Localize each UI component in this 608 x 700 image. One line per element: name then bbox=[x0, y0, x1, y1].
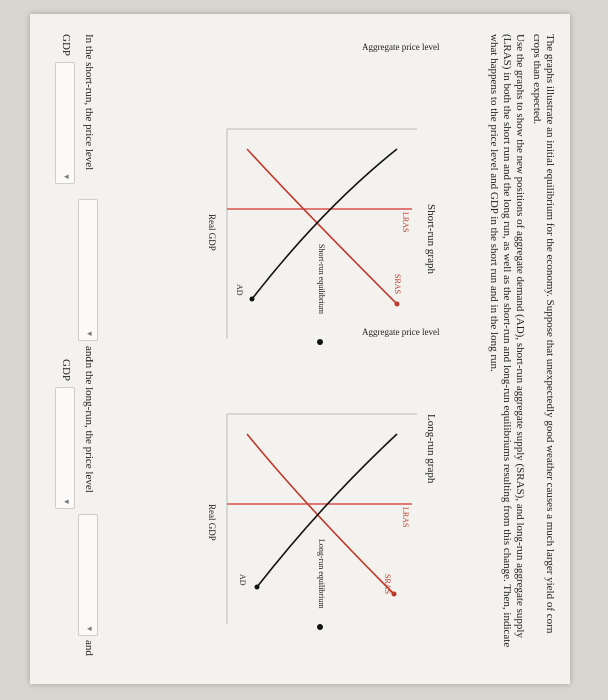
long-run-equilibrium-label: Long-run equilibrium bbox=[317, 539, 326, 609]
long-run-sras-label: SRAS bbox=[383, 574, 392, 595]
long-run-y-axis-label: Aggregate price level bbox=[362, 327, 440, 337]
short-run-gdp-select[interactable] bbox=[55, 62, 75, 184]
short-run-sras-label: SRAS bbox=[393, 274, 402, 295]
worksheet-page bbox=[30, 14, 570, 684]
long-run-gdp-text: GDP bbox=[60, 359, 72, 382]
long-run-question: In the long-run, the price level bbox=[83, 359, 95, 493]
short-run-equilibrium-point[interactable] bbox=[317, 339, 323, 345]
long-run-gdp-select[interactable] bbox=[55, 387, 75, 509]
long-run-graph-title: Long-run graph bbox=[425, 414, 437, 484]
chevron-down-icon: ▾ bbox=[62, 499, 72, 504]
long-run-equilibrium-point[interactable] bbox=[317, 624, 323, 630]
intro-paragraph-2: Use the graphs to show the new positions of aggregate demand (AD), short-run aggregate supply (SRAS), and long-run aggregate supply (LRAS) in both the short run and the long run, as well as the short-run and long-run equilibriums resulting from this change. Then, indicate what happens to the price level and GDP in the short run and in the long run. bbox=[488, 34, 526, 648]
long-run-ad-curve[interactable] bbox=[257, 434, 397, 587]
short-run-lras-label: LRAS bbox=[401, 212, 410, 233]
long-run-sras-handle[interactable] bbox=[392, 592, 397, 597]
short-run-and-text: and bbox=[83, 346, 95, 362]
short-run-ad-label: AD bbox=[235, 284, 244, 296]
long-run-price-level-select[interactable] bbox=[78, 514, 98, 636]
short-run-y-axis-label: Aggregate price level bbox=[362, 42, 440, 52]
short-run-price-level-select[interactable] bbox=[78, 199, 98, 341]
long-run-lras-label: LRAS bbox=[401, 507, 410, 528]
long-run-ad-handle[interactable] bbox=[255, 585, 260, 590]
long-run-and-text: and bbox=[83, 640, 95, 656]
short-run-question: In the short-run, the price level bbox=[83, 34, 95, 171]
short-run-ad-handle[interactable] bbox=[250, 297, 255, 302]
long-run-ad-label: AD bbox=[238, 574, 247, 586]
short-run-equilibrium-label: Short-run equilibrium bbox=[317, 244, 326, 314]
chevron-down-icon: ▾ bbox=[85, 331, 95, 336]
chevron-down-icon: ▾ bbox=[85, 626, 95, 631]
short-run-gdp-text: GDP bbox=[60, 34, 72, 57]
rotated-content bbox=[30, 14, 570, 684]
short-run-sras-handle[interactable] bbox=[395, 302, 400, 307]
intro-paragraph-1: The graphs illustrate an initial equilibrium for the economy. Suppose that unexpectedly good weather causes a much larger yield of corn crops than expected. bbox=[531, 34, 556, 634]
long-run-x-axis-label: Real GDP bbox=[207, 504, 217, 541]
chevron-down-icon: ▾ bbox=[62, 174, 72, 179]
short-run-x-axis-label: Real GDP bbox=[207, 214, 217, 251]
short-run-graph-title: Short-run graph bbox=[425, 204, 437, 274]
